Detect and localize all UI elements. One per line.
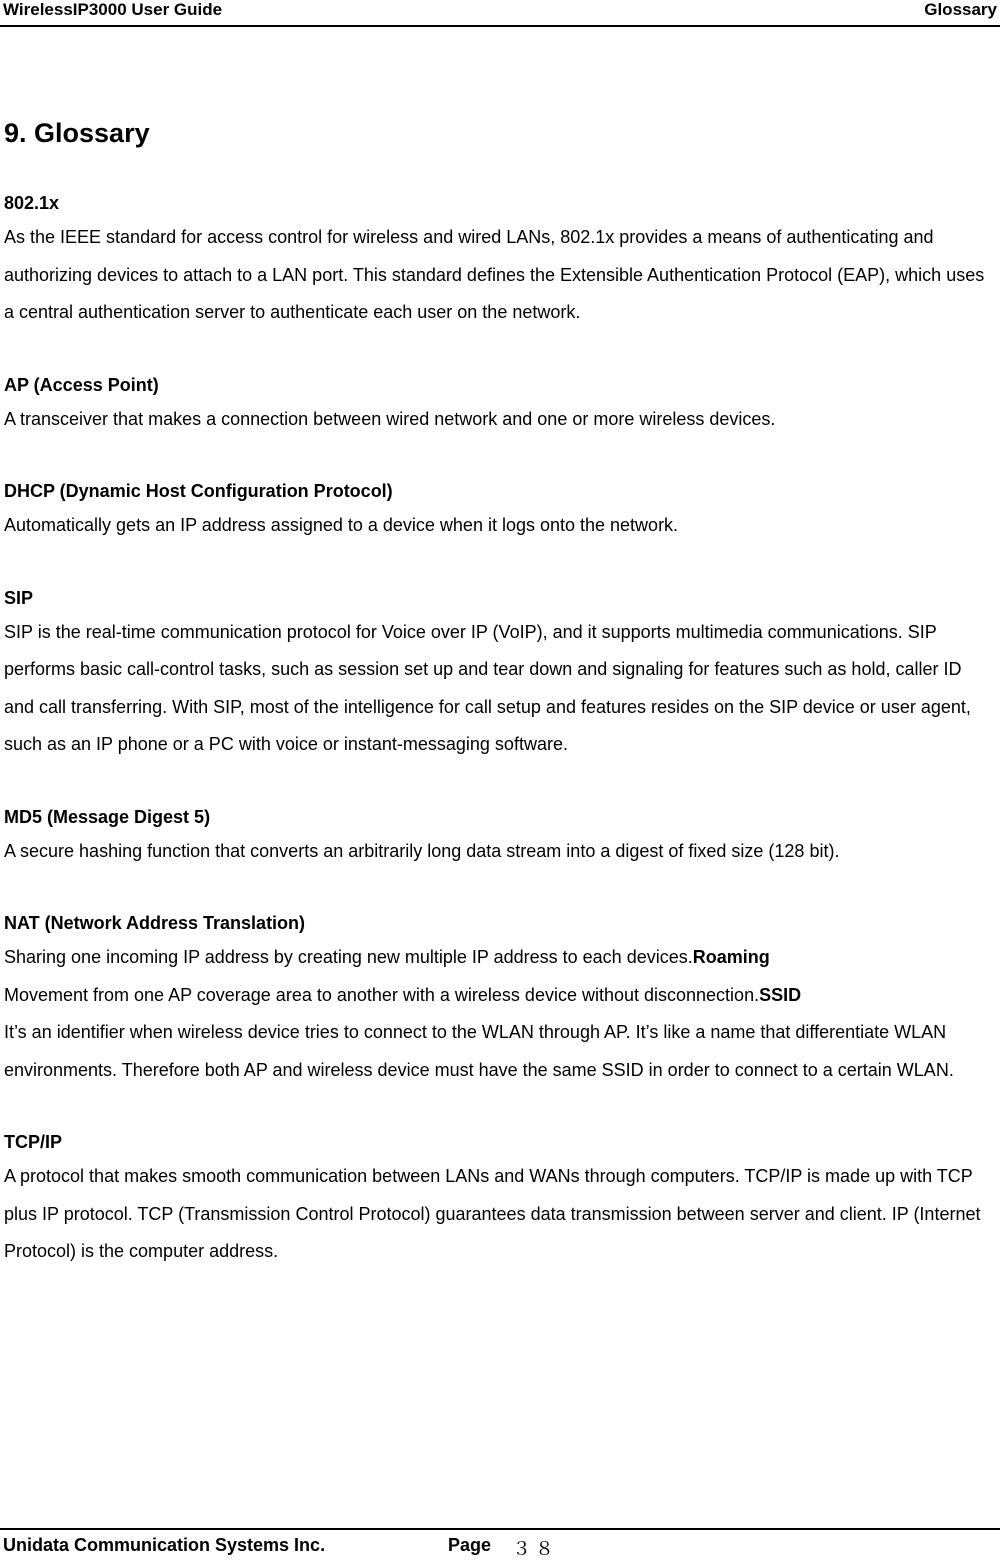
page-content	[4, 116, 994, 1271]
page-label: Page	[448, 1535, 492, 1555]
glossary-definition: As the IEEE standard for access control for wireless and wired LANs, 802.1x provides a means of authenticating and authorizing devices to attach to a LAN port. This standard defines the Extensible Authentication Protocol (EAP), which uses a central authentication server to authenticate each user on the network.	[4, 227, 985, 322]
document-title: WirelessIP3000 User Guide	[3, 0, 223, 19]
glossary-term: SIP	[4, 587, 34, 608]
glossary-term: TCP/IP	[4, 1132, 63, 1152]
glossary-entry-sip	[4, 584, 994, 764]
section-name: Glossary	[924, 0, 997, 19]
glossary-definition	[4, 939, 994, 1089]
glossary-entry-tcp-ip	[4, 1128, 994, 1271]
glossary-term: 802.1x	[4, 193, 60, 213]
glossary-entry-802-1x	[4, 189, 994, 332]
glossary-definition: SIP is the real-time communication protocol for Voice over IP (VoIP), and it supports multimedia communications. SIP performs basic call-control tasks, such as session set up and tear down and signaling for features such as hold, caller ID and call transferring. With SIP, most of the intelligence for call setup and features resides on the SIP device or user agent, such as an IP phone or a PC with voice or instant-messaging software.	[4, 621, 971, 754]
glossary-definition: A transceiver that makes a connection between wired network and one or more wireless devices.	[4, 408, 776, 429]
glossary-definition: A secure hashing function that converts an arbitrarily long data stream into a digest of fixed size (128 bit).	[4, 840, 840, 861]
ssid-definition-text: It’s an identifier when wireless device tries to connect to the WLAN through AP. It’s like a name that differentiate WLAN environments. Therefore both AP and wireless device must have the same SSID in order to connect to a certain WLAN.	[4, 1022, 954, 1080]
glossary-definition: Automatically gets an IP address assigned to a device when it logs onto the network.	[4, 515, 679, 535]
glossary-entry-ap	[4, 371, 994, 439]
ssid-term: SSID	[759, 984, 802, 1005]
glossary-term: AP (Access Point)	[4, 374, 159, 395]
nat-definition-text: Sharing one incoming IP address by creating new multiple IP address to each devices.	[4, 947, 693, 967]
page-footer	[0, 1528, 1000, 1558]
glossary-term: MD5 (Message Digest 5)	[4, 806, 211, 827]
page-number: ３８	[512, 1539, 559, 1560]
page-title: 9. Glossary	[4, 118, 150, 148]
company-name: Unidata Communication Systems Inc.	[3, 1535, 326, 1555]
glossary-term: NAT (Network Address Translation)	[4, 913, 306, 933]
glossary-entry-md5	[4, 803, 994, 871]
page-header	[0, 0, 1000, 27]
glossary-entry-nat	[4, 909, 994, 1089]
glossary-entry-dhcp	[4, 477, 994, 545]
glossary-term: DHCP (Dynamic Host Configuration Protocol)	[4, 481, 393, 501]
roaming-definition-text: Movement from one AP coverage area to another with a wireless device without disconnection.	[4, 984, 760, 1005]
glossary-definition: A protocol that makes smooth communication between LANs and WANs through computers. TCP/IP is made up with TCP plus IP protocol. TCP (Transmission Control Protocol) guarantees data transmission between server and client. IP (Internet Protocol) is the computer address.	[4, 1166, 981, 1261]
roaming-term: Roaming	[692, 947, 770, 967]
